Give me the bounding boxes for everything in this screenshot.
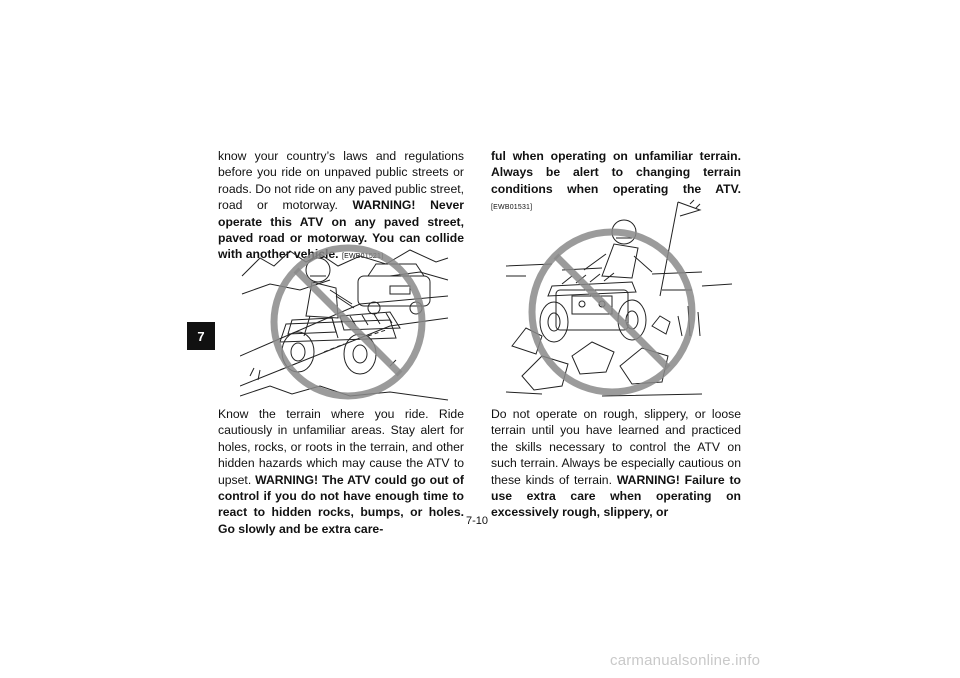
chapter-number: 7 xyxy=(197,328,205,344)
left-p1-normal: know your country’s laws and regulations before you ride on unpaved public streets or roads. Do not ride on any paved public street, road or motorway. xyxy=(218,149,464,213)
right-text-bottom xyxy=(491,406,741,521)
left-p1-warning: WARNING! Never operate this ATV on any paved street, paved road or motorway. You can collide with another vehicle. xyxy=(218,198,464,262)
right-p2-warning: WARNING! Failure to use extra care when operating on excessively rough, slippery, or xyxy=(491,472,741,520)
atv-rough-terrain-illustration xyxy=(502,196,734,402)
right-p2-normal: Do not operate on rough, slippery, or loose terrain until you have learned and practiced the skills necessary to control the ATV on such terrain. Always be especially cautious on these kinds of terrain. xyxy=(491,407,741,487)
left-paragraph-2 xyxy=(218,406,464,537)
right-p1-code: [EWB01531] xyxy=(491,204,533,212)
left-text-bottom xyxy=(218,406,464,537)
watermark: carmanualsonline.info xyxy=(610,652,761,669)
page-number: 7-10 xyxy=(466,515,489,527)
left-p2-warning: WARNING! The ATV could go out of control if you do not have enough time to react to hidden rocks, bumps, or holes. Go slowly and be extra care- xyxy=(218,472,464,536)
right-p1-warning: ful when operating on unfamiliar terrain. Always be alert to changing terrain conditions when operating the ATV. xyxy=(491,149,741,196)
left-p1-code: [EWB01521] xyxy=(341,253,384,261)
chapter-tab xyxy=(187,322,215,350)
atv-on-road-illustration xyxy=(240,236,450,402)
left-p2-normal: Know the terrain where you ride. Ride cautiously in unfamiliar areas. Stay alert for holes, rocks, or roots in the terrain, and other hidden hazards which may cause the ATV to upset. xyxy=(218,407,464,487)
right-paragraph-2 xyxy=(491,406,741,521)
